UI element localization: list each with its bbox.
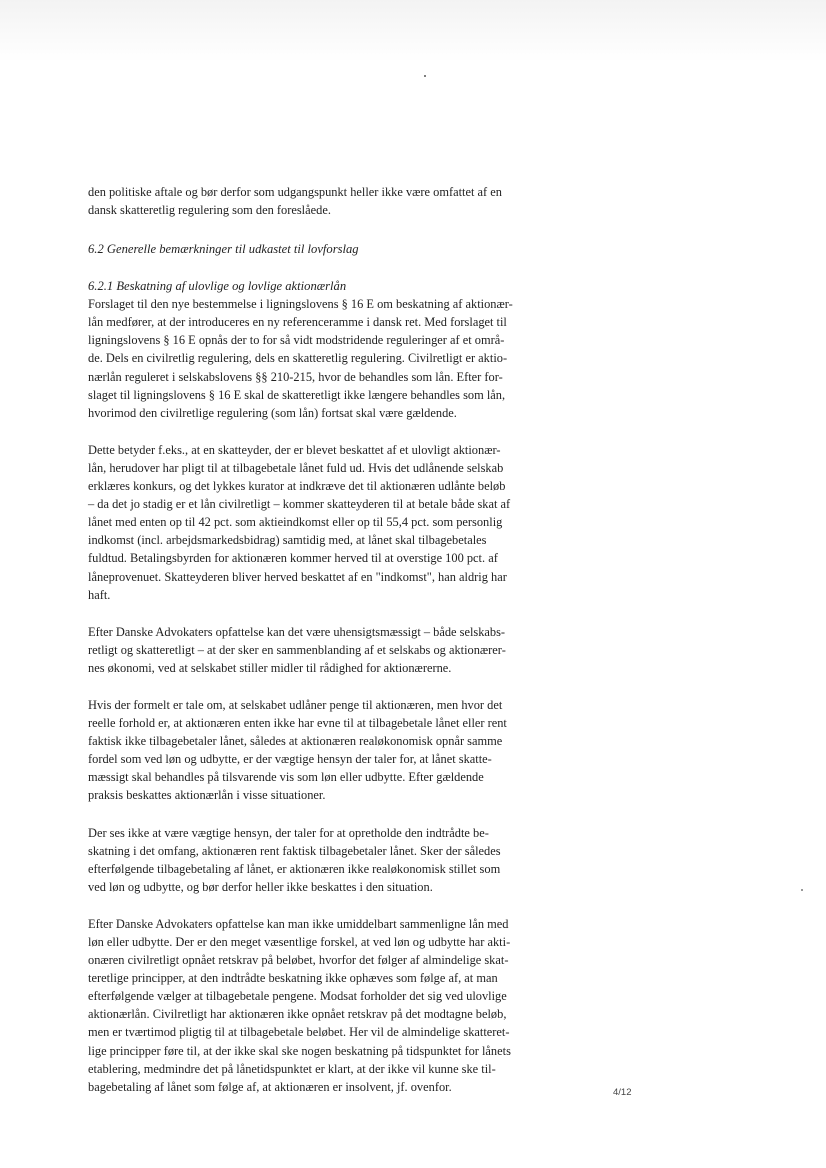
text-line: erklæres konkurs, og det lykkes kurator at indkræve det til aktionæren udlånte beløb <box>88 479 506 494</box>
text-line: nes økonomi, ved at selskabet stiller midler til rådighed for aktionærerne. <box>88 660 452 675</box>
text-line: indkomst (incl. arbejdsmarkedsbidrag) samtidig med, at lånet skal tilbagebetales <box>88 533 487 548</box>
intro-paragraph <box>88 183 618 219</box>
text-line: dansk skatteretlig regulering som den foreslåede. <box>88 203 331 218</box>
text-line: efterfølgende vælger at tilbagebetale pengene. Modsat forholder det sig ved ulovlige <box>88 989 507 1004</box>
text-line: – da det jo stadig er et lån civilretligt – kommer skatteyderen til at betale både skat af <box>88 497 511 512</box>
text-line: bagebetaling af lånet som følge af, at aktionæren er insolvent, jf. ovenfor. <box>88 1079 452 1094</box>
section-heading: 6.2 Generelle bemærkninger til udkastet til lovforslag <box>88 242 359 257</box>
paragraph-4 <box>88 696 618 805</box>
text-line: mæssigt skal behandles på tilsvarende vis som løn eller udbytte. Efter gældende <box>88 770 484 785</box>
text-line: aktionærlån. Civilretligt har aktionæren ikke opnået retskrav på det modtagne beløb, <box>88 1007 507 1022</box>
paragraph-2 <box>88 441 618 604</box>
text-line: Hvis der formelt er tale om, at selskabet udlåner penge til aktionæren, men hvor det <box>88 697 503 712</box>
text-line: Forslaget til den nye bestemmelse i ligningslovens § 16 E om beskatning af aktionær- <box>88 297 513 312</box>
subsection-heading: 6.2.1 Beskatning af ulovlige og lovlige aktionærlån <box>88 279 347 294</box>
text-line: Dette betyder f.eks., at en skatteyder, der er blevet beskattet af et ulovligt aktionær- <box>88 442 501 457</box>
text-line: ved løn og udbytte, og bør derfor heller ikke beskattes i den situation. <box>88 879 433 894</box>
document-page <box>88 183 618 1096</box>
text-line: men er tværtimod pligtig til at tilbagebetale beløbet. Her vil de almindelige skatteret- <box>88 1025 510 1040</box>
text-line: de. Dels en civilretlig regulering, dels en skatteretlig regulering. Civilretligt er aktio- <box>88 351 508 366</box>
text-line: praksis beskattes aktionærlån i visse situationer. <box>88 788 326 803</box>
text-line: ligningslovens § 16 E opnås der to for så vidt modstridende reguleringer af et områ- <box>88 333 505 348</box>
paragraph-1 <box>88 295 618 422</box>
text-line: teretlige principper, at den indtrådte beskatning ikke ophæves som følge af, at man <box>88 971 498 986</box>
text-line: lån medfører, at der introduceres en ny referenceramme i dansk ret. Med forslaget til <box>88 315 507 330</box>
text-line: retligt og skatteretligt – at der sker en sammenblanding af et selskabs og aktionærer- <box>88 642 506 657</box>
text-line: faktisk ikke tilbagebetaler lånet, således at aktionæren realøkonomisk opnår samme <box>88 734 503 749</box>
scan-mark <box>801 889 803 891</box>
text-line: den politiske aftale og bør derfor som udgangspunkt heller ikke være omfattet af en <box>88 185 502 199</box>
page-number: 4/12 <box>613 1087 632 1098</box>
text-line: onæren civilretligt opnået retskrav på beløbet, hvorfor det følger af almindelige skat- <box>88 953 509 968</box>
text-line: Efter Danske Advokaters opfattelse kan det være uhensigtsmæssigt – både selskabs- <box>88 624 506 639</box>
paragraph-6 <box>88 915 618 1096</box>
paragraph-5 <box>88 824 618 896</box>
text-line: låneprovenuet. Skatteyderen bliver herved beskattet af en "indkomst", han aldrig har <box>88 569 507 584</box>
text-line: efterfølgende tilbagebetaling af lånet, er aktionæren ikke realøkonomisk stillet som <box>88 861 501 876</box>
text-line: etablering, medmindre det på lånetidspunktet er klart, at der ikke vil kunne ske til- <box>88 1061 496 1076</box>
text-line: Der ses ikke at være vægtige hensyn, der taler for at opretholde den indtrådte be- <box>88 825 489 840</box>
text-line: nærlån reguleret i selskabslovens §§ 210-215, hvor de behandles som lån. Efter for- <box>88 369 503 384</box>
text-line: lån, herudover har pligt til at tilbagebetale lånet fuld ud. Hvis det udlånende selskab <box>88 460 504 475</box>
text-line: fuldtud. Betalingsbyrden for aktionæren kommer herved til at overstige 100 pct. af <box>88 551 498 566</box>
scan-top-edge <box>0 0 826 62</box>
text-line: reelle forhold er, at aktionæren enten ikke har evne til at tilbagebetale lånet eller rent <box>88 716 507 731</box>
text-line: skatning i det omfang, aktionæren rent faktisk tilbagebetaler lånet. Sker der således <box>88 843 501 858</box>
text-line: løn eller udbytte. Der er den meget væsentlige forskel, at ved løn og udbytte har akti- <box>88 935 511 949</box>
scan-speck <box>424 75 426 77</box>
text-line: lige principper føre til, at der ikke skal ske nogen beskatning på tidspunktet for lånets <box>88 1043 511 1058</box>
text-line: Efter Danske Advokaters opfattelse kan man ikke umiddelbart sammenligne lån med <box>88 916 509 931</box>
paragraph-3 <box>88 623 618 677</box>
text-line: haft. <box>88 587 111 602</box>
text-line: slaget til ligningslovens § 16 E skal de skatteretligt ikke længere behandles som lån, <box>88 387 506 402</box>
text-line: lånet med enten op til 42 pct. som aktieindkomst eller op til 55,4 pct. som personlig <box>88 515 503 530</box>
text-line: fordel som ved løn og udbytte, er der vægtige hensyn der taler for, at lånet skatte- <box>88 752 492 767</box>
text-line: hvorimod den civilretlige regulering (som lån) fortsat skal være gældende. <box>88 405 457 420</box>
